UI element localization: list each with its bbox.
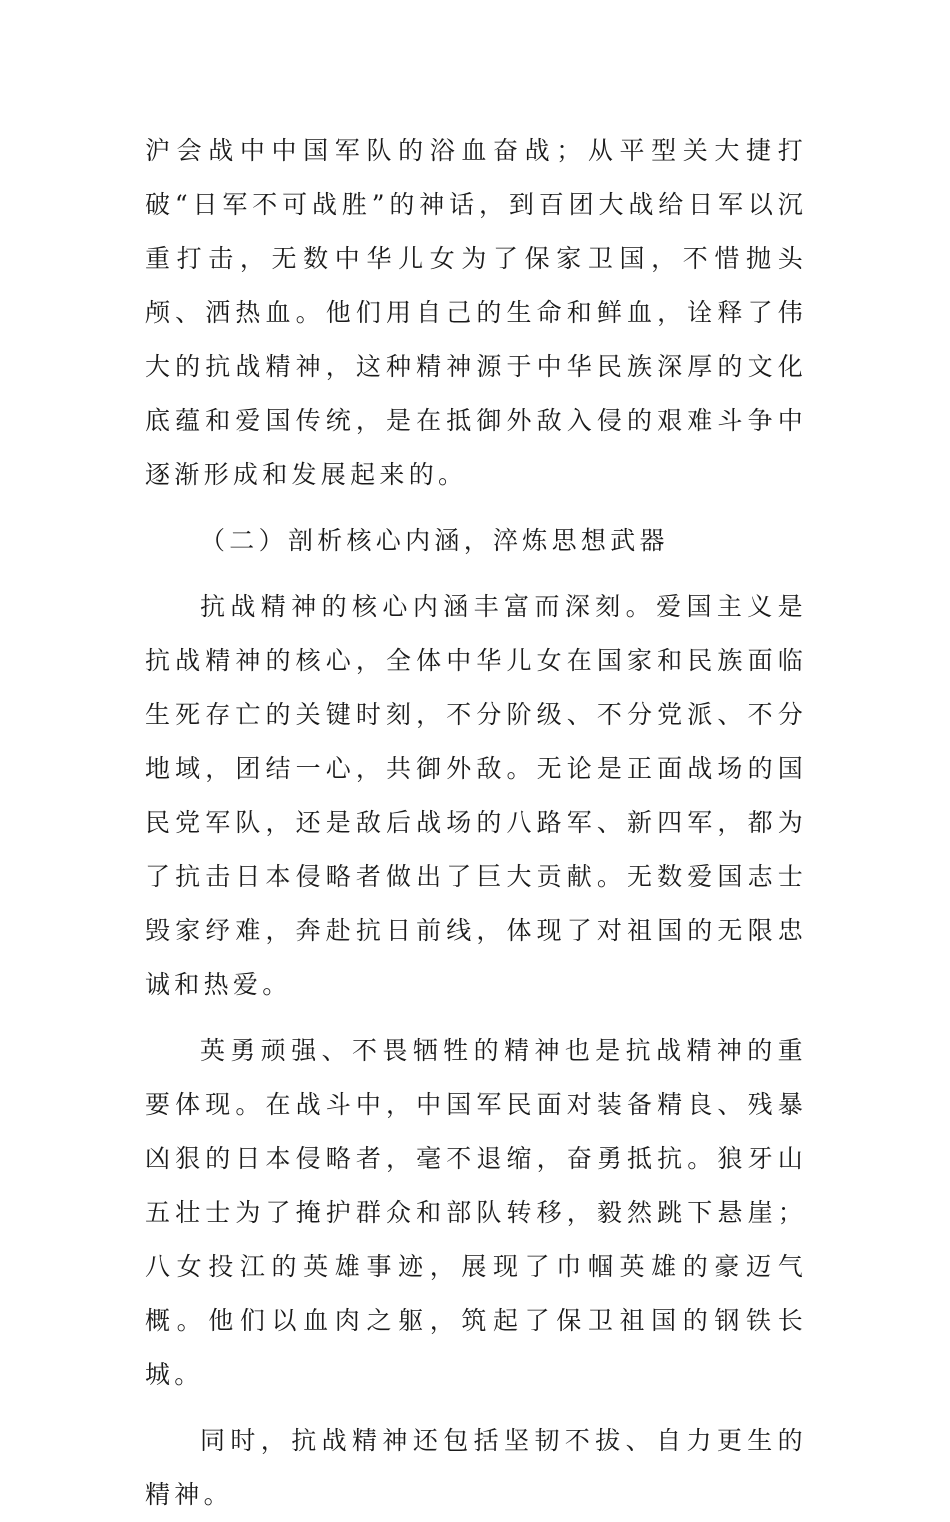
paragraph-gap — [145, 502, 807, 514]
document-body — [145, 124, 807, 1522]
paragraph-continuation: 沪会战中中国军队的浴血奋战；从平型关大捷打破“日军不可战胜”的神话，到百团大战给日军以沉重打击，无数中华儿女为了保家卫国，不惜抛头颅、洒热血。他们用自己的生命和鲜血，诠释了伟大的抗战精神，这种精神源于中华民族深厚的文化底蕴和爱国传统，是在抵御外敌入侵的艰难斗争中逐渐形成和发展起来的。 — [145, 136, 807, 489]
paragraph-gap — [145, 1012, 807, 1024]
section-heading: （二）剖析核心内涵，淬炼思想武器 — [200, 526, 669, 555]
paragraph-gap — [145, 1402, 807, 1414]
paragraph-core-meaning: 抗战精神的核心内涵丰富而深刻。爱国主义是抗战精神的核心，全体中华儿女在国家和民族面临生死存亡的关键时刻，不分阶级、不分党派、不分地域，团结一心，共御外敌。无论是正面战场的国民党军队，还是敌后战场的八路军、新四军，都为了抗击日本侵略者做出了巨大贡献。无数爱国志士毁家纾难，奔赴抗日前线，体现了对祖国的无限忠诚和热爱。 — [145, 592, 807, 999]
paragraph-gap — [145, 568, 807, 580]
paragraph-perseverance: 同时，抗战精神还包括坚韧不拔、自力更生的精神。 — [145, 1426, 807, 1509]
paragraph-heroism: 英勇顽强、不畏牺牲的精神也是抗战精神的重要体现。在战斗中，中国军民面对装备精良、残暴凶狠的日本侵略者，毫不退缩，奋勇抵抗。狼牙山五壮士为了掩护群众和部队转移，毅然跳下悬崖；八女投江的英雄事迹，展现了巾帼英雄的豪迈气概。他们以血肉之躯，筑起了保卫祖国的钢铁长城。 — [145, 1036, 807, 1389]
